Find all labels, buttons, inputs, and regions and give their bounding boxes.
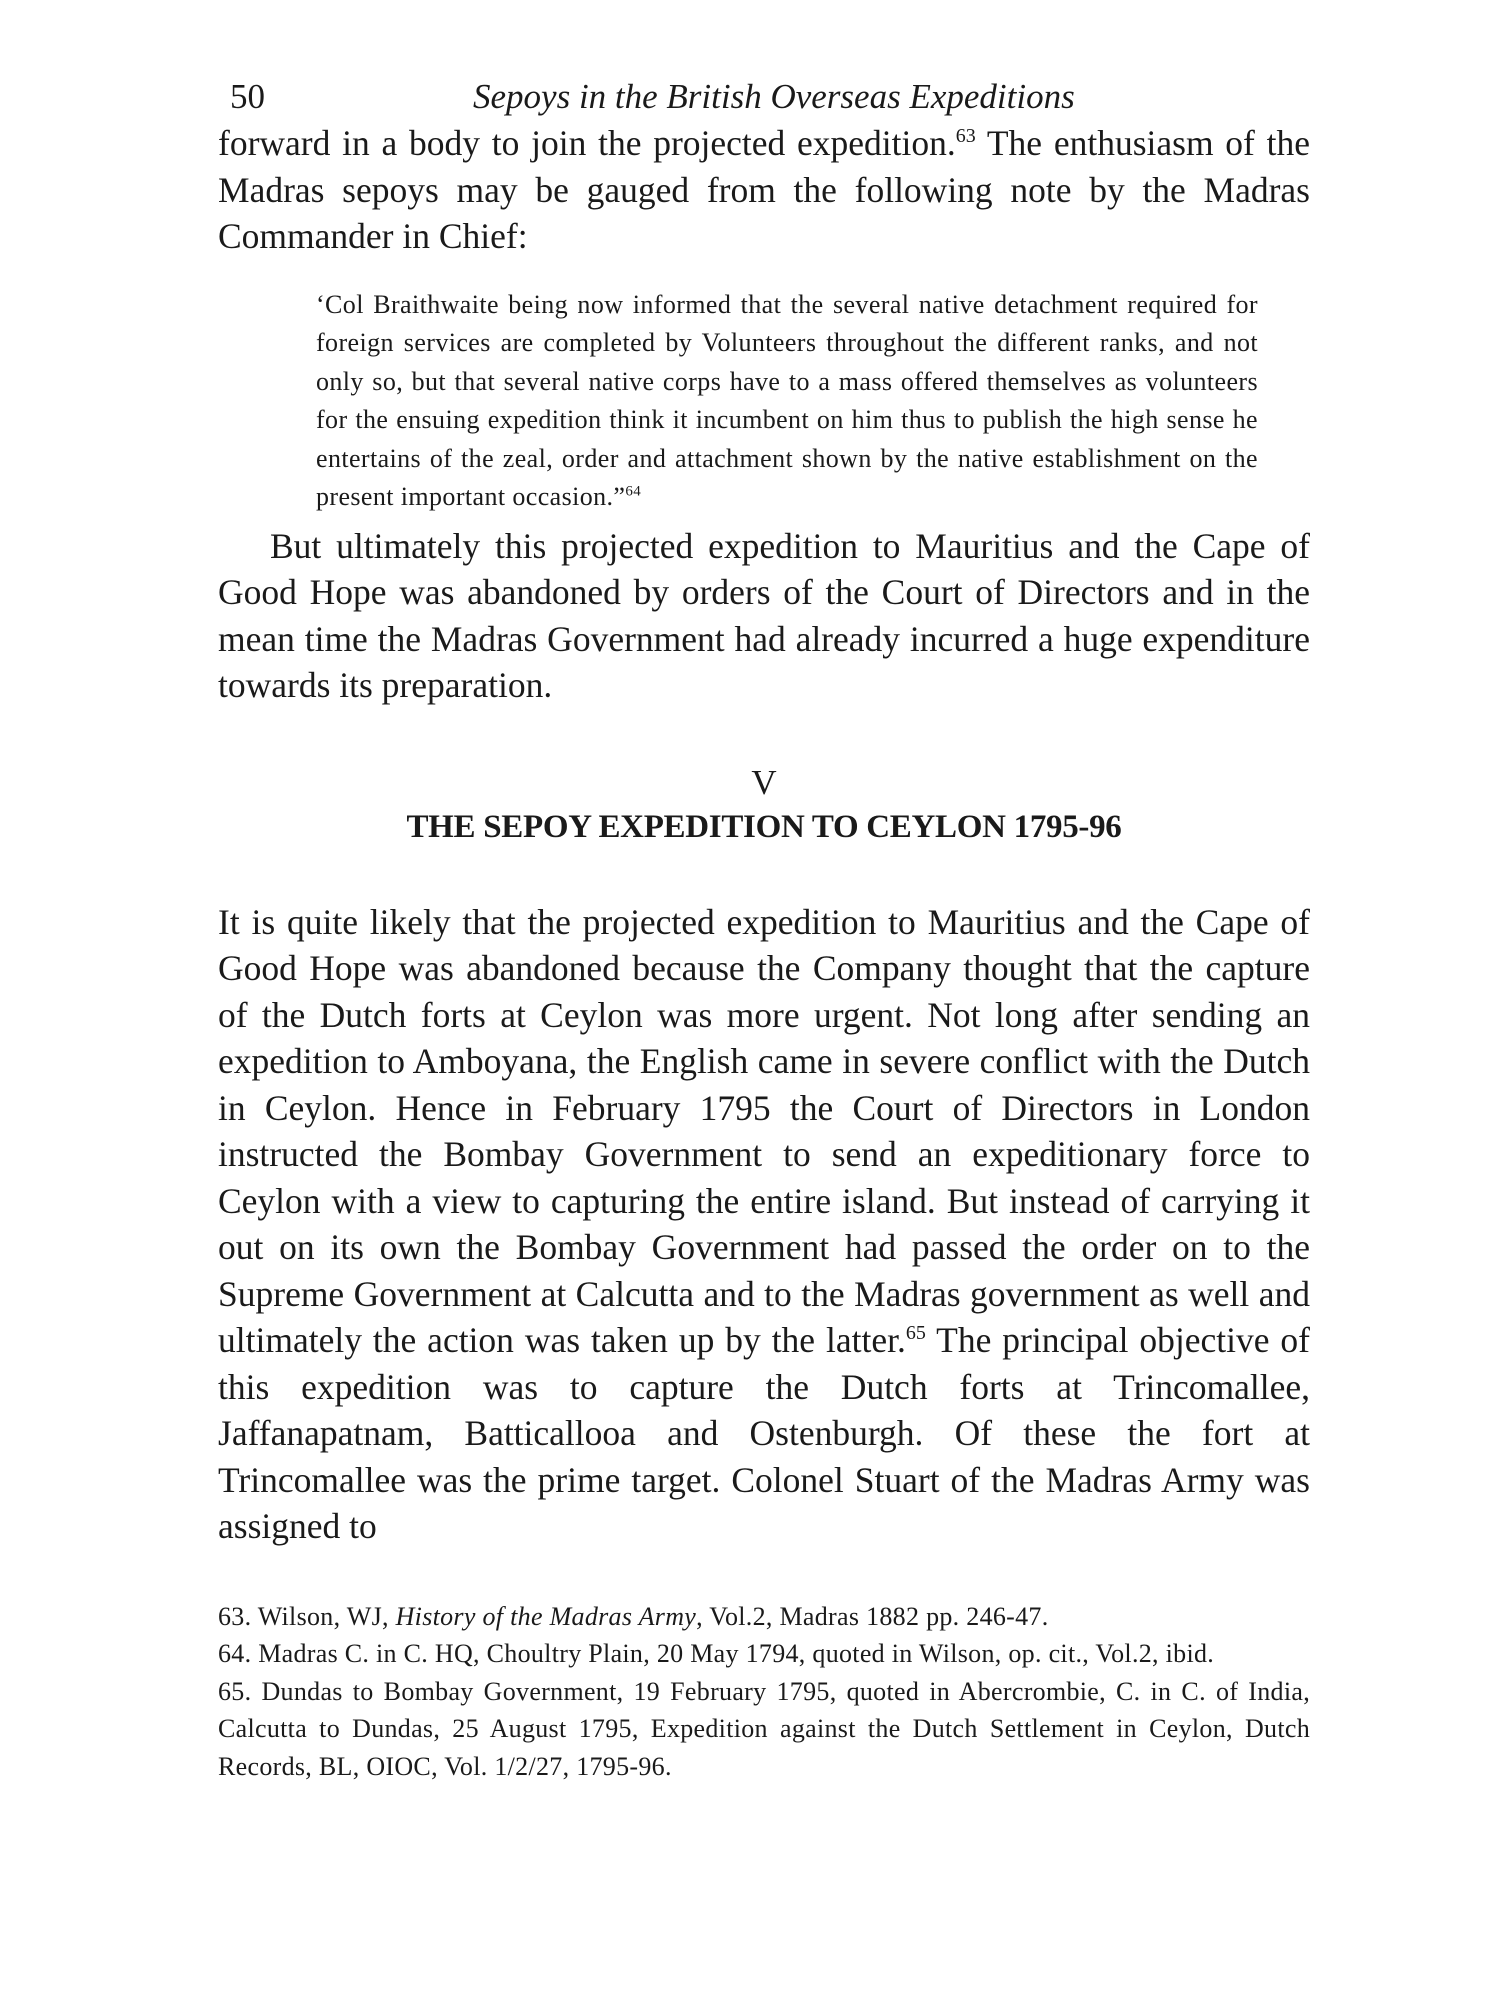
footnote-ref-63[interactable]: 63 xyxy=(955,125,976,148)
page-number: 50 xyxy=(230,77,265,116)
paragraph-text: It is quite likely that the projected expedition to Mauritius and the Cape of Good Hope was abandoned because the Company thought that the capture of the Dutch forts at Ceylon was more urgent. Not long after sending an expedition to Amboyana, the English came in severe conflict with the Dutch in Ceylon. Hence in February 1795 the Court of Directors in London instructed the Bombay Government to send an expeditionary force to Ceylon with a view to capturing the entire island. But instead of carrying it out on its own the Bombay Government had passed the order on to the Supreme Government at Calcutta and to the Madras government as well and ultimately the action was taken up by the latter. xyxy=(218,901,1310,1360)
book-page xyxy=(218,72,1310,1785)
running-title: Sepoys in the British Overseas Expeditions xyxy=(473,77,1075,116)
footnote-text: Dundas to Bombay Government, 19 February 1795, quoted in Abercrombie, C. in C. of India, Calcutta to Dundas, 25 August 1795, Expedition against the Dutch Settlement in Ceylon, Dutch Records, BL, OIOC, Vol. 1/2/27, 1795-96. xyxy=(218,1676,1310,1781)
footnote-64 xyxy=(218,1635,1310,1673)
paragraph xyxy=(218,899,1310,1550)
footnote-65 xyxy=(218,1673,1310,1786)
footnote-text: Wilson, WJ, xyxy=(251,1601,396,1631)
footnote-number: 63. xyxy=(218,1601,252,1631)
footnote-ref-65[interactable]: 65 xyxy=(905,1322,926,1345)
footnotes xyxy=(218,1598,1310,1786)
footnote-text: , Vol.2, Madras 1882 pp. 246-47. xyxy=(696,1601,1049,1631)
footnote-63 xyxy=(218,1598,1310,1636)
footnote-number: 65. xyxy=(218,1676,252,1706)
footnote-title: History of the Madras Army xyxy=(395,1601,697,1631)
quote-text: ‘Col Braithwaite being now informed that the several native detachment required for foreign services are completed by Volunteers throughout the different ranks, and not only so, but that several native corps have to a mass offered themselves as volunteers for the ensuing expedition think it incumbent on him thus to publish the high sense he entertains of the zeal, order and attachment shown by the native establishment on the present important occasion.” xyxy=(316,289,1258,511)
section-heading: THE SEPOY EXPEDITION TO CEYLON 1795-96 xyxy=(406,808,1122,845)
footnote-number: 64. xyxy=(218,1639,252,1668)
paragraph-text: The enthusiasm of the Madras sepoys may be gauged from the following note by the Madras Commander in Chief: xyxy=(218,123,1311,256)
footnote-text: Madras C. in C. HQ, Choultry Plain, 20 May 1794, quoted in Wilson, op. cit., Vol.2, ibid. xyxy=(251,1639,1215,1668)
paragraph-text: forward in a body to join the projected expedition. xyxy=(218,123,956,163)
running-head xyxy=(218,72,1310,122)
paragraph-text: The principal objective of this expedition was to capture the Dutch forts at Trincomallee, Jaffanapatnam, Batticallooa and Ostenburgh. Of these the fort at Trincomallee was the prime target. Colonel Stuart of the Madras Army was assigned to xyxy=(218,1320,1310,1546)
section-number: V xyxy=(751,762,777,802)
footnote-ref-64[interactable]: 64 xyxy=(625,483,642,500)
paragraph-text: But ultimately this projected expedition to Mauritius and the Cape of Good Hope was abandoned by orders of the Court of Directors and in the mean time the Madras Government had already incurred a huge expenditure towards its preparation. xyxy=(218,525,1310,705)
paragraph-continuation xyxy=(218,120,1310,260)
paragraph xyxy=(218,523,1310,709)
block-quote xyxy=(316,286,1258,517)
